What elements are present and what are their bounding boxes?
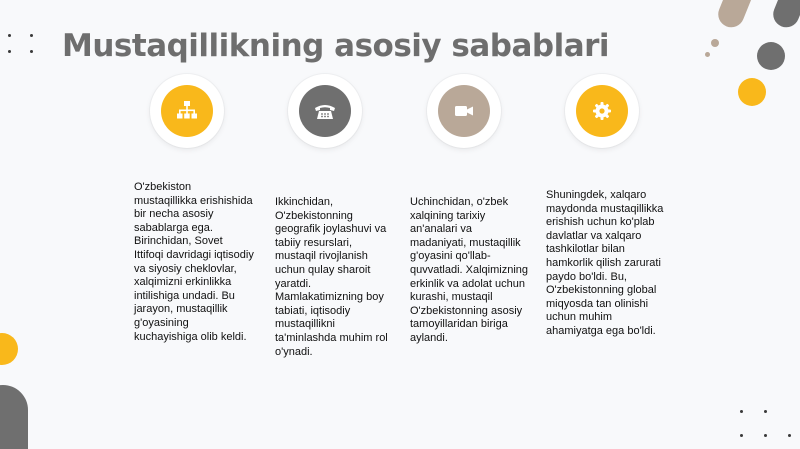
column-2-text: Ikkinchidan, O'zbekistonning geografik joylashuvi va tabiiy resurslari, mustaqil rivojlanish uchun qulay sharoit yaratdi. Mamlakatimizning boy tabiati, iqtisodiy mustaqillikni ta'minlashda muhim rol o'ynadi. [275, 196, 388, 358]
decor-yellow-circle [738, 78, 766, 106]
telephone-icon [299, 85, 351, 137]
decor-small-dot [711, 39, 719, 47]
column-4-icon-badge [565, 74, 639, 148]
decor-gray-shape-bottom [0, 385, 28, 449]
column-3-text: Uchinchidan, o'zbek xalqining tarixiy an'analari va madaniyati, mustaqillik g'oyasini qo'llab-quvvatladi. Xalqimizning erkinlik va adolat uchun kurashi, mustaqil O'zbekistonning asosiy tamoyillaridan biriga aylandi. [410, 196, 529, 344]
decor-gray-shape-top [769, 0, 800, 31]
decor-taupe-shape-top [714, 0, 755, 31]
hierarchy-icon [161, 85, 213, 137]
column-4-text: Shuningdek, xalqaro maydonda mustaqillikka erishish uchun ko'plab davlatlar va xalqaro tashkilotlar bilan hamkorlik qilish zarurati paydo bo'ldi. Bu, O'zbekistonning global miqyosda tan olinishi uchun muhim ahamiyatga ega bo'ldi. [546, 189, 664, 337]
column-3-icon-badge [427, 74, 501, 148]
video-camera-icon [438, 85, 490, 137]
decor-yellow-circle-left [0, 333, 18, 365]
column-1-icon-badge [150, 74, 224, 148]
slide-title: Mustaqillikning asosiy sabablari [62, 28, 610, 64]
decor-gray-circle [757, 42, 785, 70]
gear-icon [576, 85, 628, 137]
column-2-icon-badge [288, 74, 362, 148]
decor-tiny-dot [705, 52, 710, 57]
column-1-text: O'zbekiston mustaqillikka erishishida bir necha asosiy sabablarga ega. Birinchidan, Sovet Ittifoqi davridagi iqtisodiy va siyosiy cheklovlar, xalqimizni erkinlikka intilishiga undadi. Bu jarayon, mustaqillik g'oyasining kuchayishiga olib keldi. [134, 181, 254, 343]
